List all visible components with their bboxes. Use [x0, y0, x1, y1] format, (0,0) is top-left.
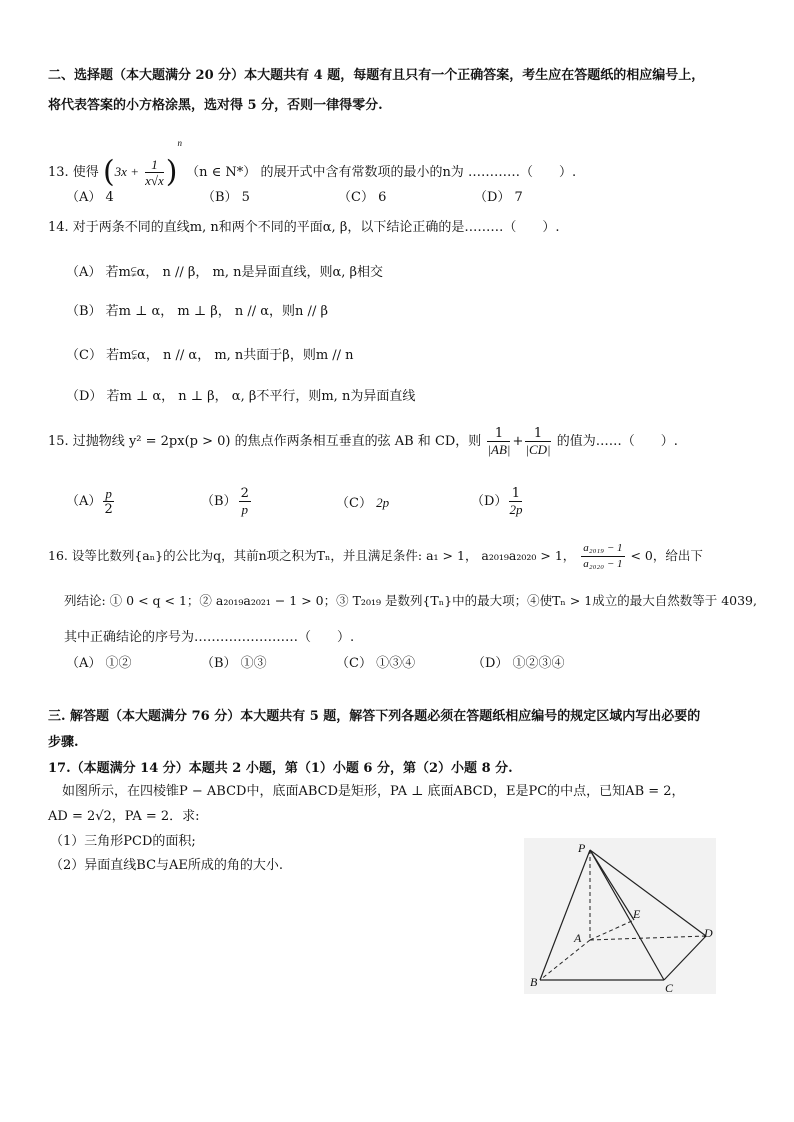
question-14-option-d: （D） 若m ⊥ α， n ⊥ β， α, β不平行，则m, n为异面直线	[66, 389, 416, 404]
option-c: （C） ①③④	[336, 656, 416, 671]
question-16-line2: 列结论: ① 0 < q < 1；② a₂₀₁₉a₂₀₂₁ − 1 > 0；③ T₂₀₁₉ 是数列{Tₙ}中的最大项；④使Tₙ > 1成立的最大自然数等于 4039,	[64, 593, 757, 608]
plus-sign: +	[512, 434, 524, 449]
question-15-stem-start: 15. 过抛物线 y² = 2px(p > 0) 的焦点作两条相互垂直的弦 AB 和 CD，则	[48, 434, 482, 449]
question-17-part2: （2）异面直线BC与AE所成的角的大小.	[50, 858, 284, 873]
edge-ad	[590, 936, 706, 940]
question-13-fraction: $\frac{1}{x√x}$	[145, 157, 164, 188]
question-16-stem-end: < 0，给出下	[630, 548, 703, 563]
pyramid-diagram	[524, 838, 716, 994]
option-a: （A） ①②	[66, 656, 132, 671]
question-13-options	[66, 186, 610, 205]
question-16-line1	[48, 538, 703, 574]
question-15-stem-end: 的值为……（ ）.	[556, 434, 678, 449]
question-13-condition: （n ∈ N*）	[186, 165, 257, 180]
left-paren: (	[102, 154, 115, 190]
edge-pd	[590, 850, 706, 936]
question-16-fraction: $\frac{\text{a₂₀₁₉ − 1}}{\text{a₂₀₂₀ − 1}}$	[583, 542, 623, 570]
label-c: C	[665, 981, 674, 994]
edge-pb	[540, 850, 590, 980]
segment-ae	[590, 920, 634, 940]
section-3-heading-line2: 步骤.	[48, 735, 79, 750]
option-c: （C） 2p	[336, 495, 390, 511]
question-17-body-line1: 如图所示，在四棱锥P − ABCD中，底面ABCD是矩形，PA ⊥ 底面ABCD，E是PC的中点，已知AB = 2，	[62, 784, 685, 799]
option-a: （A） 4	[66, 190, 114, 205]
segment-pe	[590, 850, 634, 920]
question-13-number: 13. 使得	[48, 165, 99, 180]
question-15-stem	[48, 424, 678, 460]
option-a: （A） $\frac{p}{2}$	[66, 486, 113, 517]
question-13-stem	[48, 124, 576, 192]
label-e: E	[633, 907, 641, 921]
question-16-options	[66, 652, 608, 671]
section-3-heading-line1: 三. 解答题（本大题满分 76 分）本大题共有 5 题，解答下列各题必须在答题纸相应编号的规定区域内写出必要的	[48, 709, 701, 724]
pyramid-figure	[524, 838, 716, 994]
question-13-term: 3x +	[114, 164, 139, 179]
option-d: （D） 7	[474, 190, 523, 205]
question-15-fraction-ab: $\frac{1}{|AB|}$	[487, 426, 511, 457]
question-17-part1: （1）三角形PCD的面积;	[50, 834, 196, 849]
label-b: B	[530, 975, 538, 989]
label-d: D	[704, 926, 713, 940]
question-14-option-a: （A） 若m⫋α， n // β， m, n是异面直线，则α, β相交	[66, 265, 384, 280]
question-14-stem: 14. 对于两条不同的直线m, n和两个不同的平面α, β，以下结论正确的是………（ ）.	[48, 220, 560, 235]
question-15-options	[66, 486, 606, 517]
question-13-exponent: n	[177, 138, 183, 148]
edge-pc	[590, 850, 664, 980]
question-13-tail: 的展开式中含有常数项的最小的n为 …………（ ）.	[260, 165, 577, 180]
question-16-line3: 其中正确结论的序号为……………………（ ）.	[64, 630, 355, 645]
option-c: （C） 6	[338, 190, 387, 205]
right-paren: )	[165, 154, 178, 190]
question-14-option-b: （B） 若m ⊥ α， m ⊥ β， n // α，则n // β	[66, 304, 328, 319]
option-b: （B） $\frac{2}{p}$	[201, 486, 249, 517]
option-b: （B） ①③	[201, 656, 267, 671]
edge-cd	[664, 936, 706, 980]
label-p: P	[578, 841, 586, 855]
label-a: A	[574, 931, 582, 945]
option-d: （D） ①②③④	[472, 656, 565, 671]
option-b: （B） 5	[202, 190, 250, 205]
question-15-fraction-cd: $\frac{1}{|CD|}$	[525, 426, 551, 457]
question-17-header: 17.（本题满分 14 分）本题共 2 小题，第（1）小题 6 分，第（2）小题 8 分.	[48, 761, 513, 776]
question-17-body-line2: AD = 2√2，PA = 2．求:	[48, 809, 200, 824]
question-14-option-c: （C） 若m⫋α， n // α， m, n共面于β，则m // n	[66, 348, 354, 363]
section-2-heading-line2: 将代表答案的小方格涂黑，选对得 5 分，否则一律得零分.	[48, 98, 383, 113]
option-d: （D） $\frac{1}{2p}$	[471, 486, 523, 517]
section-2-heading-line1: 二、选择题（本大题满分 20 分）本大题共有 4 题，每题有且只有一个正确答案，考生应在答题纸的相应编号上，	[48, 68, 705, 83]
question-16-stem-start: 16. 设等比数列{aₙ}的公比为q，其前n项之积为Tₙ，并且满足条件: a₁ > 1， a₂₀₁₉a₂₀₂₀ > 1，	[48, 548, 576, 563]
